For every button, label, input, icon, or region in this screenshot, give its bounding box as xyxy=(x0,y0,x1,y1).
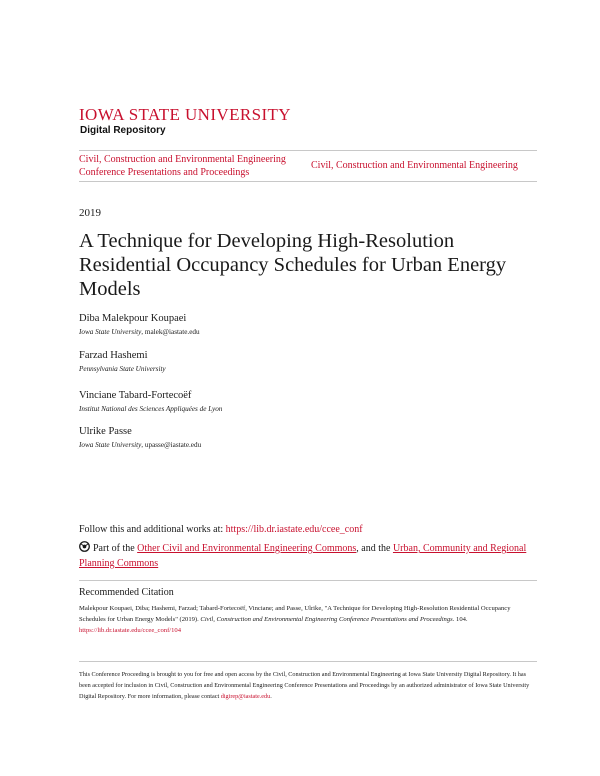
university-logo-text: IOWA STATE UNIVERSITY xyxy=(79,105,291,124)
collection-url-link[interactable]: https://lib.dr.iastate.edu/ccee_conf xyxy=(225,524,363,535)
author-affiliation: Institut National des Sciences Appliquées de Lyon xyxy=(79,405,223,413)
author-affiliation: Iowa State University, malek@iastate.edu xyxy=(79,328,200,336)
collection-line-1: Civil, Construction and Environmental Engineering xyxy=(79,154,286,165)
department-link[interactable]: Civil, Construction and Environmental Engineering xyxy=(311,160,518,171)
follow-line: Follow this and additional works at: https://lib.dr.iastate.edu/ccee_conf xyxy=(79,524,363,535)
author-affiliation: Pennsylvania State University xyxy=(79,365,166,373)
paper-title: A Technique for Developing High-Resolution Residential Occupancy Schedules for Urban Energy Models xyxy=(79,230,507,300)
network-commons-icon xyxy=(79,541,90,552)
access-statement: This Conference Proceeding is brought to you for free and open access by the Civil, Construction and Environmental Engineering at Iowa State University Digital Repository. It has been accepted for inclusion in Civil, Construction and Environmental Engineering Conference Presentations and Proceedings by an authorized administrator of Iowa State University Digital Repository. For more information, please contact digirep@iastate.edu. xyxy=(79,671,530,700)
footer-divider xyxy=(79,661,537,662)
author-name: Ulrike Passe xyxy=(79,426,132,437)
contact-email-link[interactable]: digirep@iastate.edu xyxy=(220,693,271,700)
part-of-line: Part of the Other Civil and Environmental Engineering Commons, and the Urban, Community and Regional Planning Commons xyxy=(79,543,527,569)
author-name: Diba Malekpour Koupaei xyxy=(79,313,187,324)
citation-divider xyxy=(79,580,537,581)
collection-breadcrumb-link[interactable] xyxy=(79,153,286,179)
commons-link-urban[interactable]: Urban, Community and Regional Planning Commons xyxy=(79,543,527,569)
citation-url-link[interactable]: https://lib.dr.iastate.edu/ccee_conf/104 xyxy=(79,627,181,634)
second-divider xyxy=(79,181,537,182)
author-email: , malek@iastate.edu xyxy=(141,328,200,336)
citation-heading: Recommended Citation xyxy=(79,587,174,598)
author-email: , upasse@iastate.edu xyxy=(141,441,202,449)
author-affiliation: Iowa State University, upasse@iastate.edu xyxy=(79,441,202,449)
author-name: Farzad Hashemi xyxy=(79,350,148,361)
commons-link-civil[interactable]: Other Civil and Environmental Engineering Commons xyxy=(137,543,357,554)
publication-year: 2019 xyxy=(79,207,101,219)
collection-line-2: Conference Presentations and Proceedings xyxy=(79,167,250,178)
top-divider xyxy=(79,150,537,151)
citation-series: Civil, Construction and Environmental Engineering Conference Presentations and Proceedings xyxy=(200,616,453,623)
author-name: Vinciane Tabard-Fortecoëf xyxy=(79,390,192,401)
citation-text: Malekpour Koupaei, Diba; Hashemi, Farzad; Tabard-Fortecoëf, Vinciane; and Passe, Ulrike, "A Technique for Developing High-Resolution Residential Occupancy Schedules for Urban Energy Models" (2019). Civil, Construction and Environmental Engineering Conference Presentations and Proceedings. 104. https://lib.dr.iastate.edu/ccee_conf/104 xyxy=(79,605,511,634)
digital-repository-label: Digital Repository xyxy=(80,125,166,136)
